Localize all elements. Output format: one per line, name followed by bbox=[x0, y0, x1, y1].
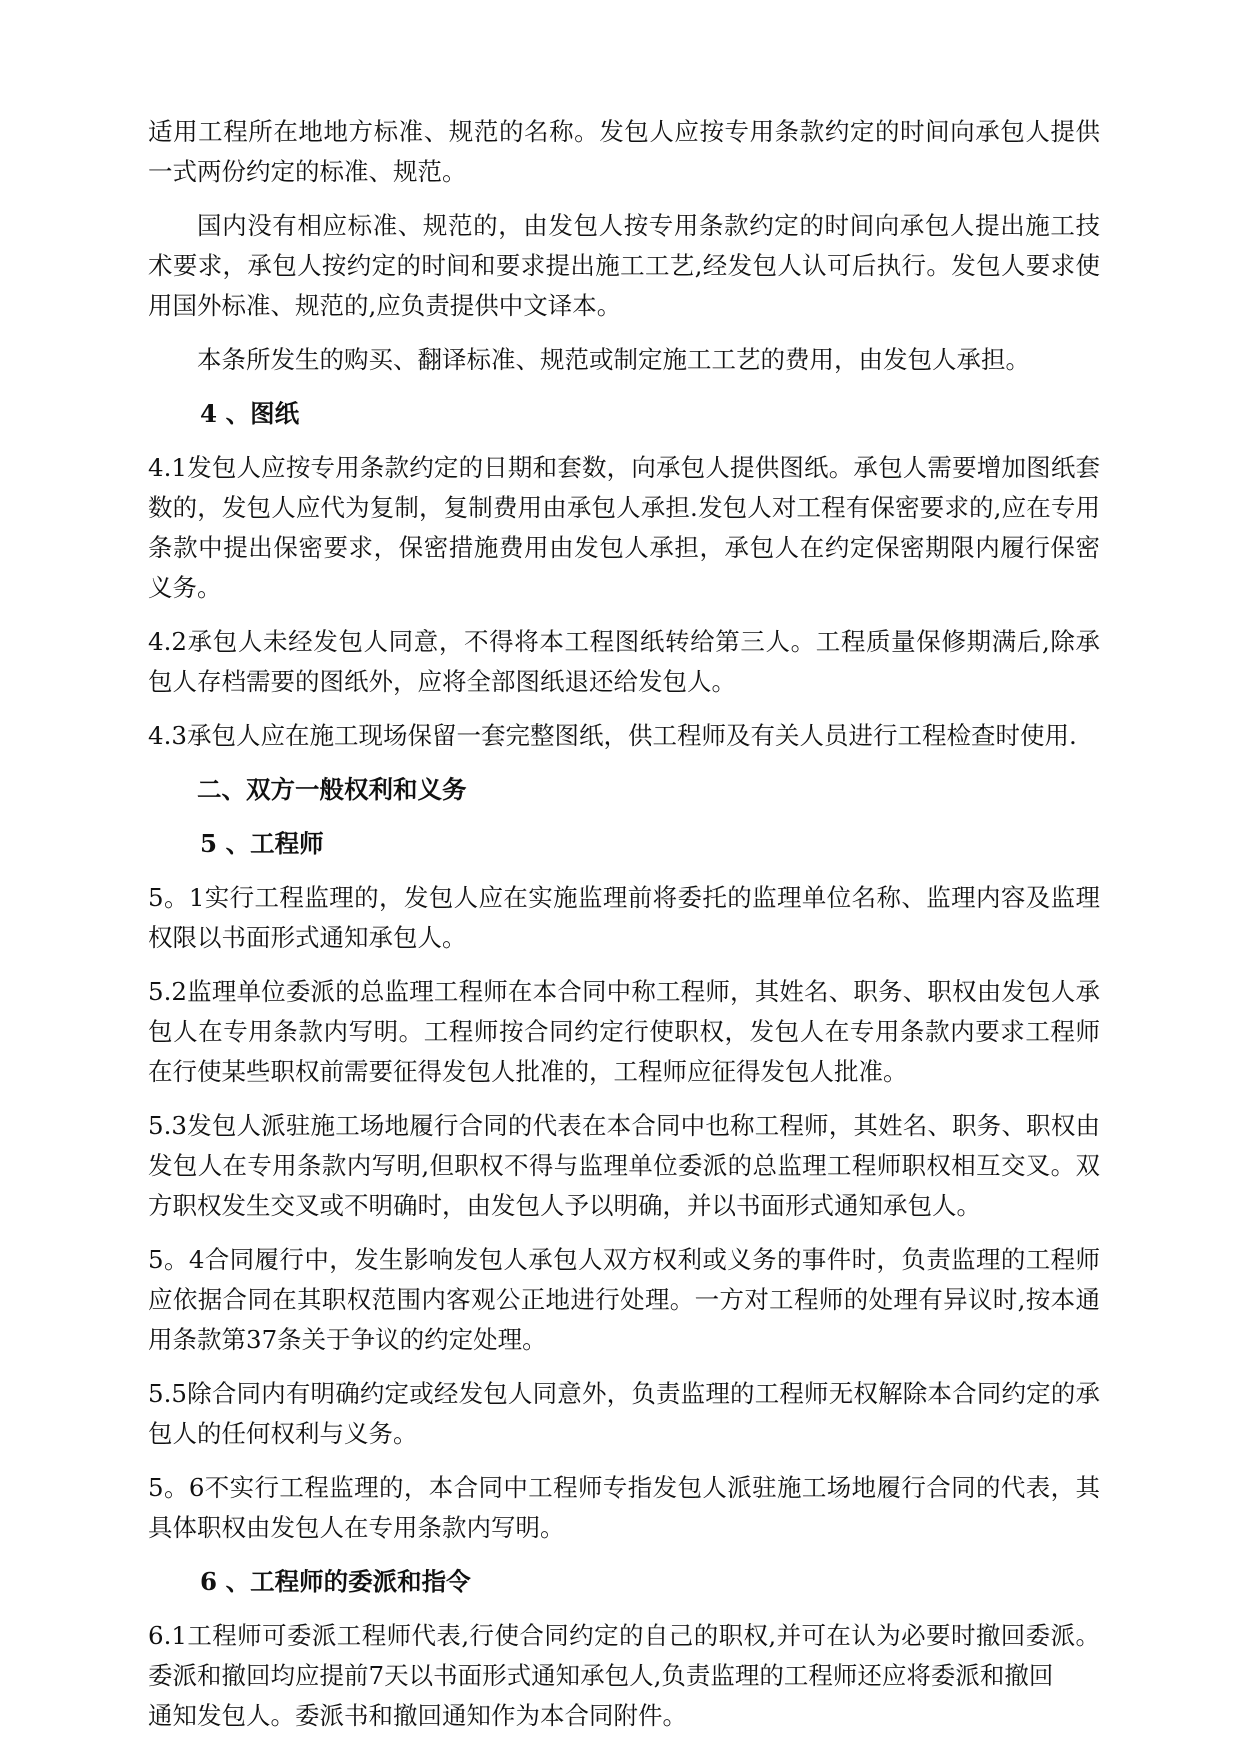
paragraph-technical-requirements: 国内没有相应标准、规范的，由发包人按专用条款约定的时间向承包人提出施工技术要求，承包人按约定的时间和要求提出施工工艺,经发包人认可后执行。发包人要求使用国外标准、规范的,应负责提供中文译本。 bbox=[148, 211, 1100, 320]
document-page bbox=[148, 112, 1100, 1750]
section-heading-engineer: 5 、工程师 bbox=[200, 829, 324, 858]
clause-4-3: 4.3承包人应在施工现场保留一套完整图纸，供工程师及有关人员进行工程检查时使用. bbox=[148, 721, 1077, 750]
section-heading-engineer-delegation: 6 、工程师的委派和指令 bbox=[200, 1567, 471, 1596]
paragraph-cost-bearing: 本条所发生的购买、翻译标准、规范或制定施工工艺的费用，由发包人承担。 bbox=[197, 345, 1030, 374]
clause-5-5: 5.5除合同内有明确约定或经发包人同意外，负责监理的工程师无权解除本合同约定的承包人的任何权利与义务。 bbox=[148, 1379, 1100, 1448]
clause-4-2: 4.2承包人未经发包人同意，不得将本工程图纸转给第三人。工程质量保修期满后,除承包人存档需要的图纸外，应将全部图纸退还给发包人。 bbox=[148, 627, 1100, 696]
clause-5-6: 5。6不实行工程监理的，本合同中工程师专指发包人派驻施工场地履行合同的代表，其具体职权由发包人在专用条款内写明。 bbox=[148, 1473, 1100, 1542]
chapter-heading-rights-obligations: 二、双方一般权利和义务 bbox=[197, 775, 467, 804]
section-heading-drawings: 4 、图纸 bbox=[200, 399, 300, 428]
paragraph-standards-provision: 适用工程所在地地方标准、规范的名称。发包人应按专用条款约定的时间向承包人提供一式两份约定的标准、规范。 bbox=[148, 117, 1100, 186]
clause-4-1: 4.1发包人应按专用条款约定的日期和套数，向承包人提供图纸。承包人需要增加图纸套数的，发包人应代为复制，复制费用由承包人承担.发包人对工程有保密要求的,应在专用条款中提出保密要求，保密措施费用由发包人承担，承包人在约定保密期限内履行保密义务。 bbox=[148, 453, 1100, 602]
clause-5-1: 5。1实行工程监理的，发包人应在实施监理前将委托的监理单位名称、监理内容及监理权限以书面形式通知承包人。 bbox=[148, 883, 1100, 952]
clause-6-1: 6.1工程师可委派工程师代表,行使合同约定的自己的职权,并可在认为必要时撤回委派。委派和撤回均应提前7天以书面形式通知承包人,负责监理的工程师还应将委派和撤回 通知发包人。委派书和撤回通知作为本合同附件。 bbox=[148, 1621, 1100, 1730]
clause-5-3: 5.3发包人派驻施工场地履行合同的代表在本合同中也称工程师，其姓名、职务、职权由发包人在专用条款内写明,但职权不得与监理单位委派的总监理工程师职权相互交叉。双方职权发生交叉或不明确时，由发包人予以明确，并以书面形式通知承包人。 bbox=[148, 1111, 1100, 1220]
clause-5-2: 5.2监理单位委派的总监理工程师在本合同中称工程师，其姓名、职务、职权由发包人承包人在专用条款内写明。工程师按合同约定行使职权，发包人在专用条款内要求工程师在行使某些职权前需要征得发包人批准的，工程师应征得发包人批准。 bbox=[148, 977, 1100, 1086]
clause-5-4: 5。4合同履行中，发生影响发包人承包人双方权利或义务的事件时，负责监理的工程师应依据合同在其职权范围内客观公正地进行处理。一方对工程师的处理有异议时,按本通用条款第37条关于争议的约定处理。 bbox=[148, 1245, 1100, 1354]
